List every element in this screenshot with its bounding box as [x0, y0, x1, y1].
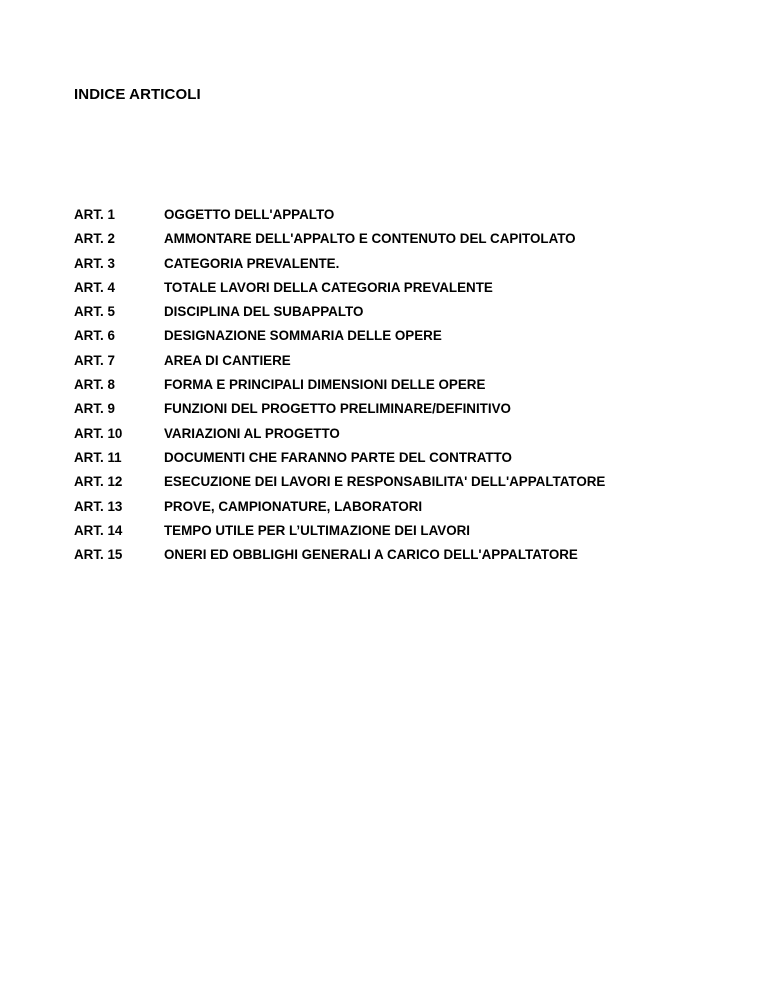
article-row-7: [74, 353, 714, 377]
article-title: FORMA E PRINCIPALI DIMENSIONI DELLE OPERE: [164, 377, 486, 393]
article-row-2: [74, 231, 714, 255]
article-row-15: [74, 547, 714, 571]
article-row-5: [74, 304, 714, 328]
article-number: ART. 8: [74, 377, 115, 393]
article-row-1: [74, 207, 714, 231]
article-number: ART. 11: [74, 449, 122, 465]
article-row-9: [74, 401, 714, 425]
article-number: ART. 13: [74, 498, 123, 514]
article-title: DOCUMENTI CHE FARANNO PARTE DEL CONTRATTO: [164, 449, 512, 465]
article-title: TEMPO UTILE PER L’ULTIMAZIONE DEI LAVORI: [164, 522, 471, 538]
article-number: ART. 7: [74, 352, 115, 368]
article-row-6: [74, 328, 714, 352]
article-row-4: [74, 280, 714, 304]
article-title: CATEGORIA PREVALENTE.: [164, 255, 340, 271]
article-number: ART. 3: [74, 255, 115, 271]
article-title: VARIAZIONI AL PROGETTO: [164, 425, 340, 441]
article-row-10: [74, 426, 714, 450]
article-number: ART. 14: [74, 522, 123, 538]
article-title: AREA DI CANTIERE: [164, 352, 291, 368]
article-number: ART. 1: [74, 207, 115, 222]
article-number: ART. 2: [74, 231, 115, 247]
article-title: ESECUZIONE DEI LAVORI E RESPONSABILITA' DELL'APPALTATORE: [164, 474, 606, 490]
article-title: TOTALE LAVORI DELLA CATEGORIA PREVALENTE: [164, 279, 493, 295]
article-number: ART. 12: [74, 474, 123, 490]
article-number: ART. 10: [74, 425, 123, 441]
article-title: DISCIPLINA DEL SUBAPPALTO: [164, 304, 364, 320]
article-number: ART. 6: [74, 328, 115, 344]
article-number: ART. 9: [74, 401, 115, 417]
article-title: ONERI ED OBBLIGHI GENERALI A CARICO DELL'APPALTATORE: [164, 547, 578, 563]
article-index-list: [74, 207, 714, 571]
article-number: ART. 5: [74, 304, 115, 320]
article-number: ART. 4: [74, 279, 115, 295]
article-title: OGGETTO DELL'APPALTO: [164, 207, 335, 222]
page-title: INDICE ARTICOLI: [74, 86, 201, 103]
article-row-3: [74, 256, 714, 280]
article-row-8: [74, 377, 714, 401]
article-title: DESIGNAZIONE SOMMARIA DELLE OPERE: [164, 328, 442, 344]
article-row-11: [74, 450, 714, 474]
article-title: AMMONTARE DELL'APPALTO E CONTENUTO DEL CAPITOLATO: [164, 231, 576, 247]
article-number: ART. 15: [74, 547, 123, 563]
article-row-13: [74, 499, 714, 523]
article-title: FUNZIONI DEL PROGETTO PRELIMINARE/DEFINITIVO: [164, 401, 511, 417]
article-row-14: [74, 523, 714, 547]
article-row-12: [74, 474, 714, 498]
article-title: PROVE, CAMPIONATURE, LABORATORI: [164, 498, 423, 514]
